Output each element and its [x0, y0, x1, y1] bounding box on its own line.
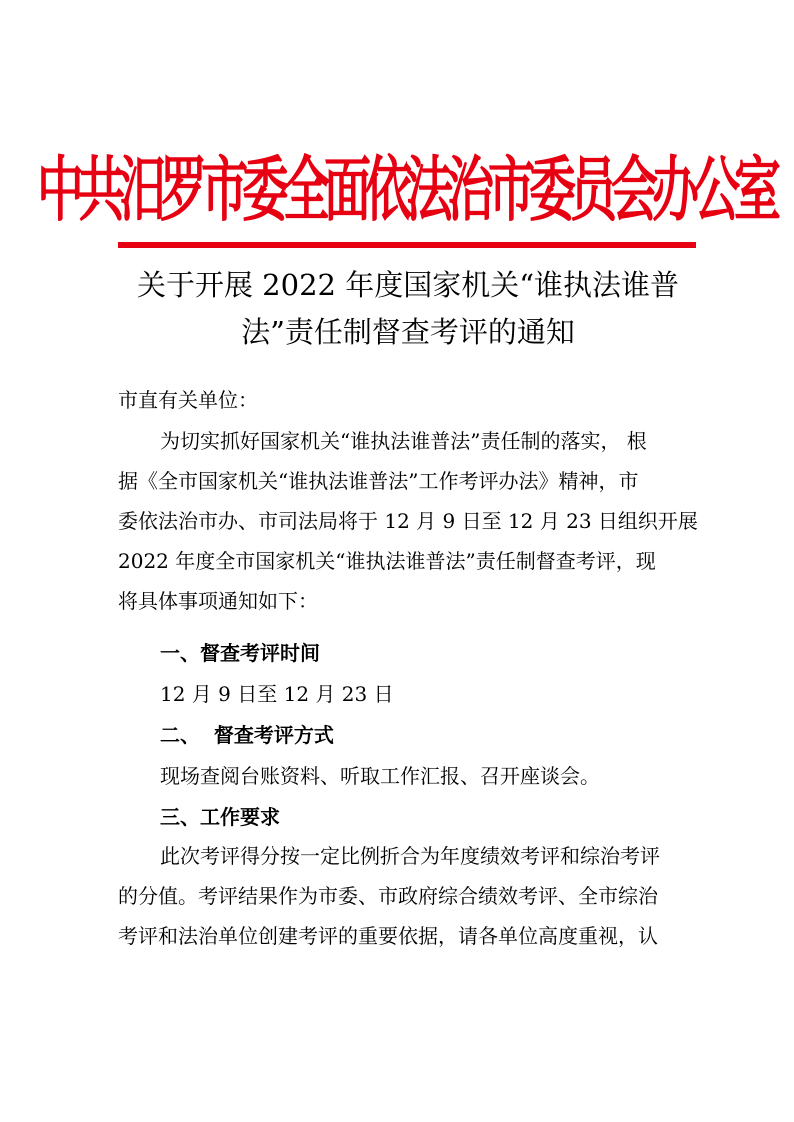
- section-content-time: 12 月 9 日至 12 月 23 日: [160, 682, 394, 706]
- requirements-line: 考评和法治单位创建考评的重要依据，请各单位高度重视，认: [118, 924, 658, 948]
- requirements-paragraph: [118, 836, 700, 956]
- section-content-method: 现场查阅台账资料、听取工作汇报、召开座谈会。: [160, 764, 600, 788]
- masthead-red-rule: [118, 242, 696, 248]
- requirements-line: 此次考评得分按一定比例折合为年度绩效考评和综治考评: [160, 844, 660, 868]
- document-title: [118, 262, 698, 356]
- masthead-org-name: 中共汨罗市委全面依法治市委员会办公室: [37, 148, 775, 232]
- document-title-line-2: 法”责任制督查考评的通知: [241, 315, 575, 349]
- section-heading-time: 一、督查考评时间: [160, 641, 320, 665]
- intro-paragraph: [118, 421, 700, 621]
- requirements-line: 的分值。考评结果作为市委、市政府综合绩效考评、全市综治: [118, 884, 658, 908]
- intro-line: 委依法治市办、市司法局将于 12 月 9 日至 12 月 23 日组织开展: [118, 509, 698, 533]
- intro-line: 将具体事项通知如下：: [118, 589, 318, 613]
- section-heading-requirements: 三、工作要求: [160, 805, 280, 829]
- intro-line: 2022 年度全市国家机关“谁执法谁普法”责任制督查考评，现: [118, 549, 656, 573]
- salutation: 市直有关单位：: [118, 388, 258, 412]
- intro-line: 为切实抓好国家机关“谁执法谁普法”责任制的落实， 根: [160, 429, 647, 453]
- masthead: [37, 138, 775, 232]
- intro-line: 据《全市国家机关“谁执法谁普法”工作考评办法》精神，市: [118, 469, 639, 493]
- document-title-line-1: 关于开展 2022 年度国家机关“谁执法谁普: [136, 268, 680, 302]
- section-heading-method: 二、 督查考评方式: [160, 723, 334, 747]
